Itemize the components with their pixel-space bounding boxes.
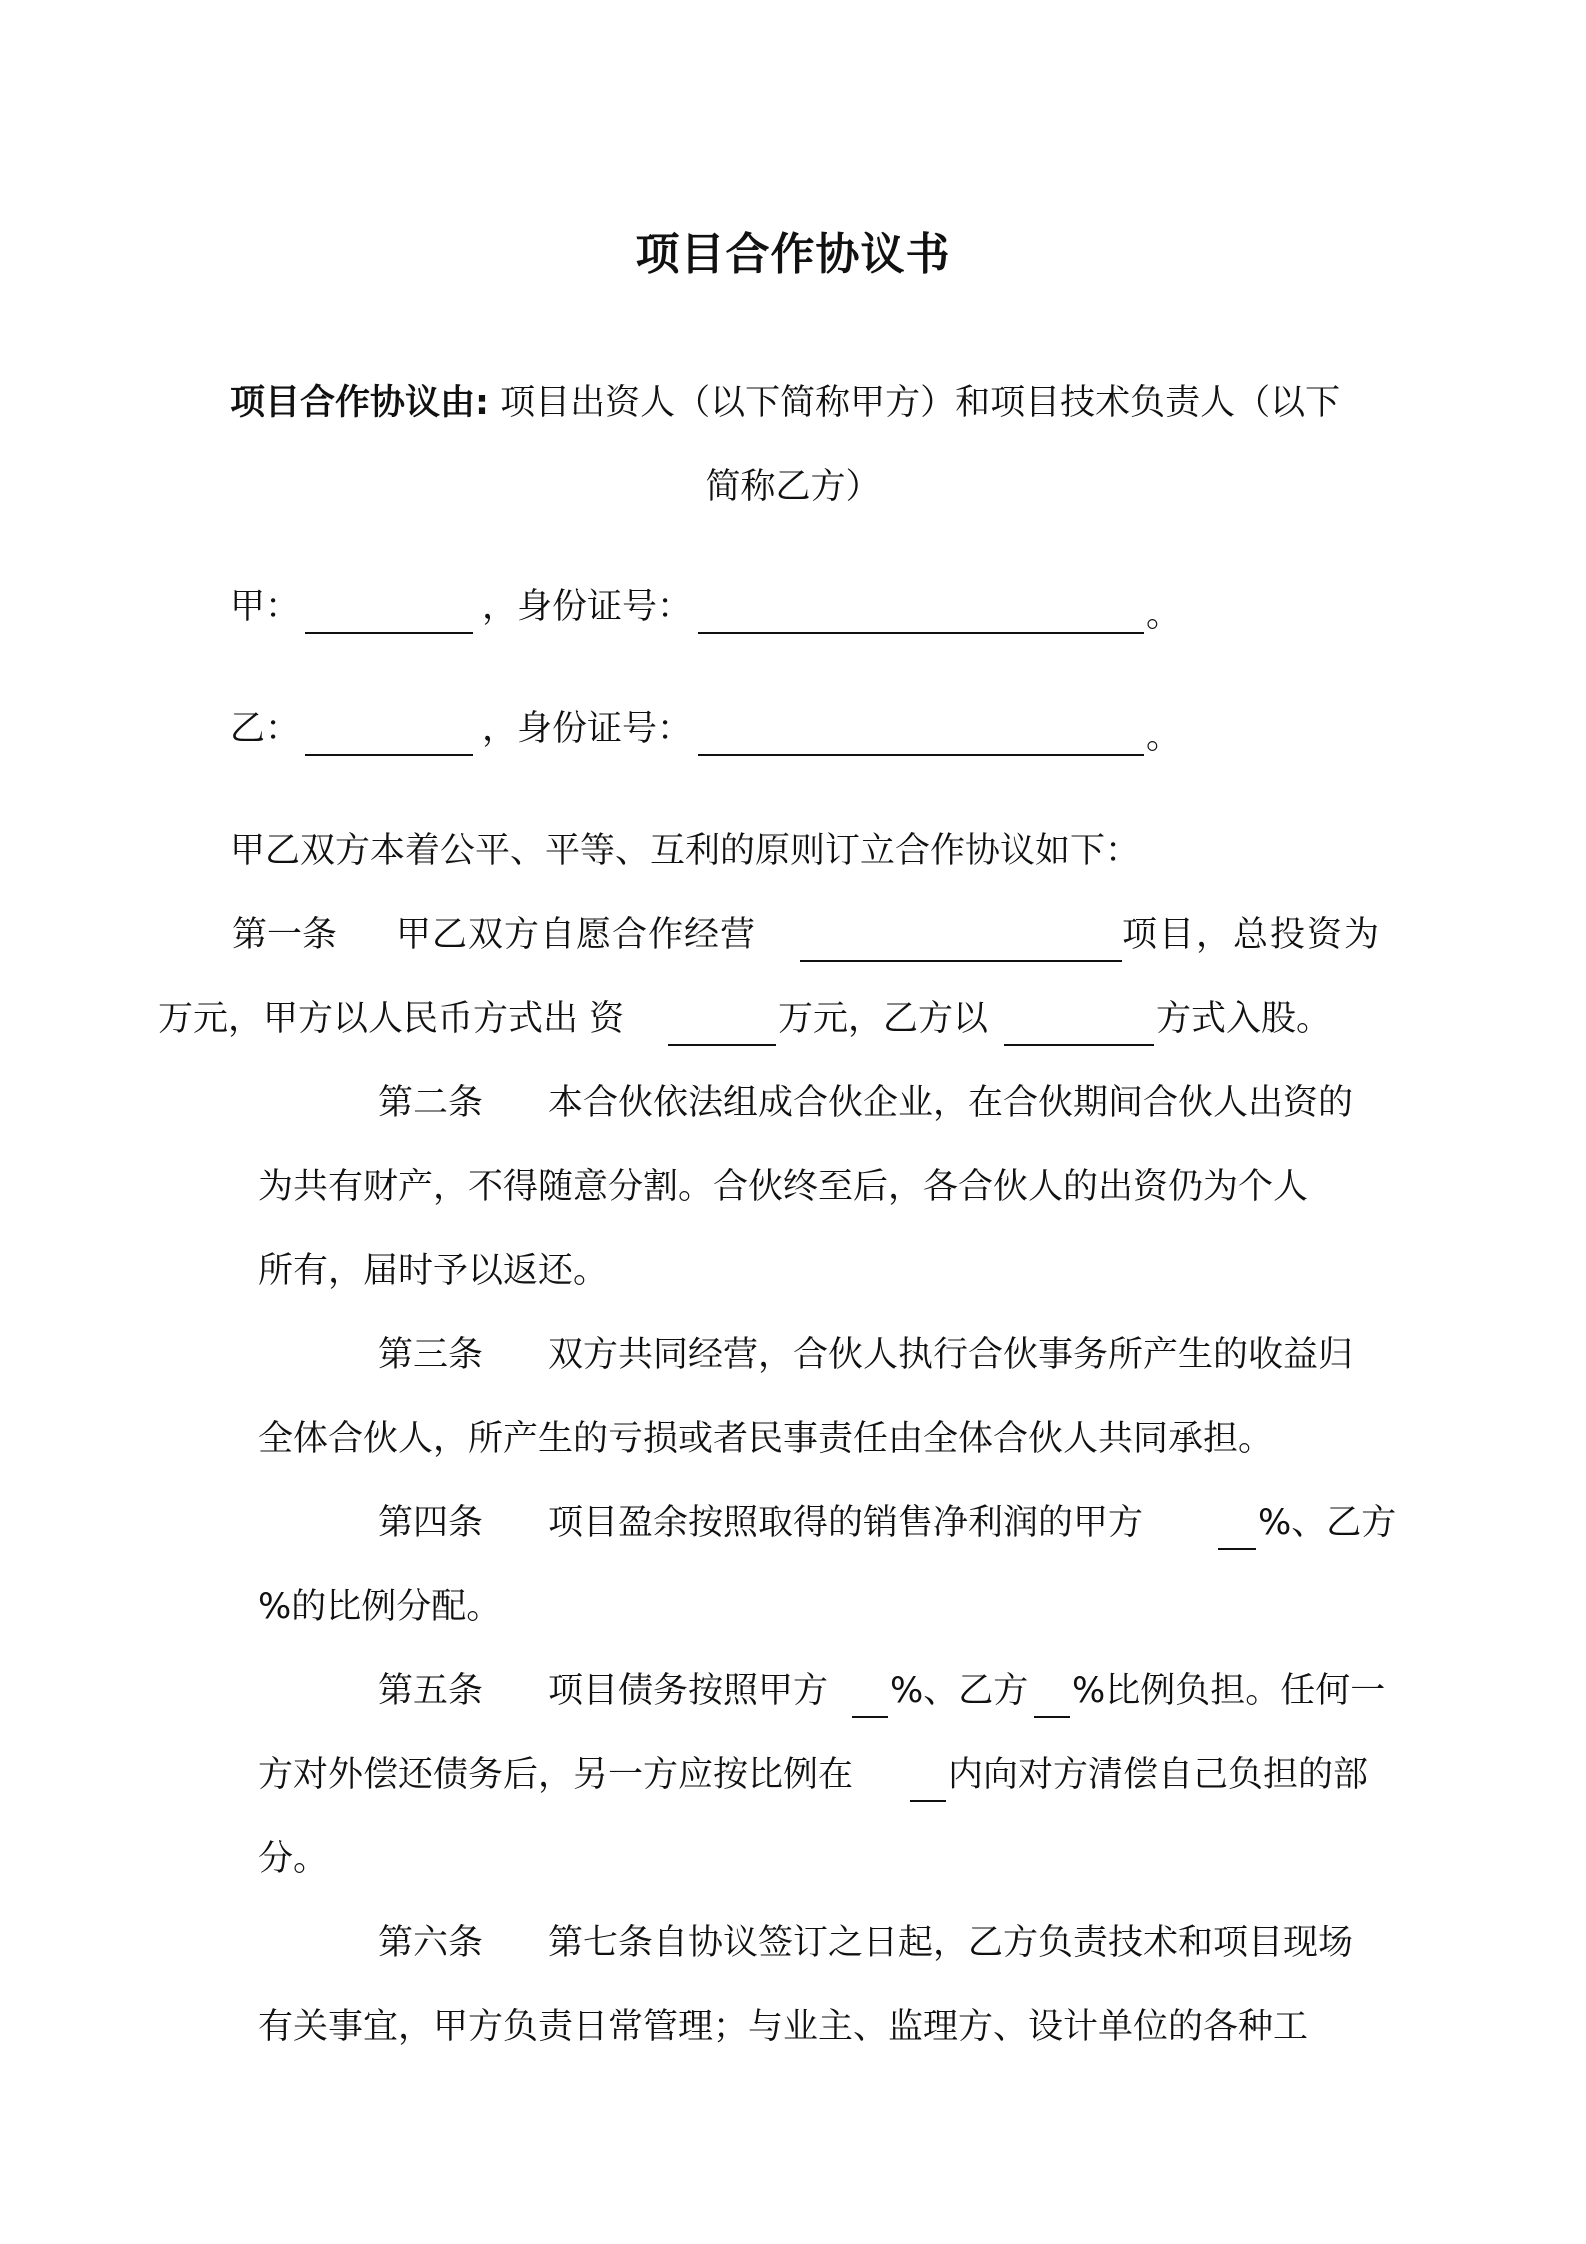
party-jia-label: 甲： [230,587,301,627]
party-jia-id-blank[interactable] [698,596,1144,634]
article-5-line-1-b: %、乙方 [890,1671,1029,1711]
article-5-line-3: 分。 [258,1839,329,1879]
article-5-line-1-c: %比例负担。任何一 [1072,1671,1386,1711]
party-yi-label: 乙： [230,709,301,749]
article-5-line-2-b: 内向对方清偿自己负担的部 [948,1755,1369,1795]
party-yi-id-label: ，身份证号： [482,709,693,749]
document-title: 项目合作协议书 [635,229,951,280]
article-5-line-2-a: 方对外偿还债务后，另一方应按比例在 [258,1755,854,1795]
article-4-line-1-a: 项目盈余按照取得的销售净利润的甲方 [548,1503,1144,1543]
article-2-line-3: 所有，届时予以返还。 [258,1251,609,1291]
article-5-period-blank[interactable] [910,1762,946,1802]
party-yi-id-blank[interactable] [698,718,1144,756]
preamble: 甲乙双方本着公平、平等、互利的原则订立合作协议如下： [230,831,1141,871]
article-4-line-1-b: %、乙方 [1258,1503,1397,1543]
article-1-heading: 第一条 [232,915,338,955]
article-5-line-1-a: 项目债务按照甲方 [548,1671,829,1711]
article-5-heading: 第五条 [378,1671,484,1711]
article-1-line2-a: 万元，甲方以人民币方式出 资 [158,999,625,1039]
article-1-text-b: 项目，总投资为 [1122,915,1382,955]
intro-lead: 项目合作协议由: [230,383,489,423]
article-4-jia-percent-blank[interactable] [1218,1510,1256,1550]
article-2-line-2: 为共有财产，不得随意分割。合伙终至后，各合伙人的出资仍为个人 [258,1167,1309,1207]
article-6-line-2: 有关事宜，甲方负责日常管理；与业主、监理方、设计单位的各种工 [258,2007,1309,2047]
intro-line-1 [230,383,1341,423]
article-1-line2-b: 万元，乙方以 [778,999,989,1039]
article-5-yi-percent-blank[interactable] [1034,1678,1070,1718]
article-1-capital-blank[interactable] [668,1006,776,1046]
party-jia-name-blank[interactable] [305,596,473,634]
article-5-jia-percent-blank[interactable] [852,1678,888,1718]
party-yi-name-blank[interactable] [305,718,473,756]
article-6-line-1: 第七条自协议签订之日起，乙方负责技术和项目现场 [548,1923,1354,1963]
article-6-heading: 第六条 [378,1923,484,1963]
article-3-line-1: 双方共同经营，合伙人执行合伙事务所产生的收益归 [548,1335,1354,1375]
article-4-line-2: %的比例分配。 [258,1587,502,1627]
article-1-text-a: 甲乙双方自愿合作经营 [396,915,757,955]
article-3-line-2: 全体合伙人，所产生的亏损或者民事责任由全体合伙人共同承担。 [258,1419,1274,1459]
article-1-project-blank[interactable] [800,922,1122,962]
article-4-heading: 第四条 [378,1503,484,1543]
article-2-line-1: 本合伙依法组成合伙企业，在合伙期间合伙人出资的 [548,1083,1354,1123]
intro-line-1-text: 项目出资人（以下简称甲方）和项目技术负责人（以下 [489,383,1341,423]
party-jia-id-label: ，身份证号： [482,587,693,627]
article-1-method-blank[interactable] [1004,1006,1154,1046]
party-jia-end: 。 [1146,595,1182,635]
party-yi-end: 。 [1146,717,1182,757]
article-3-heading: 第三条 [378,1335,484,1375]
article-1-line2-c: 方式入股。 [1156,999,1332,1039]
intro-line-2: 简称乙方） [705,467,881,507]
article-2-heading: 第二条 [378,1083,484,1123]
